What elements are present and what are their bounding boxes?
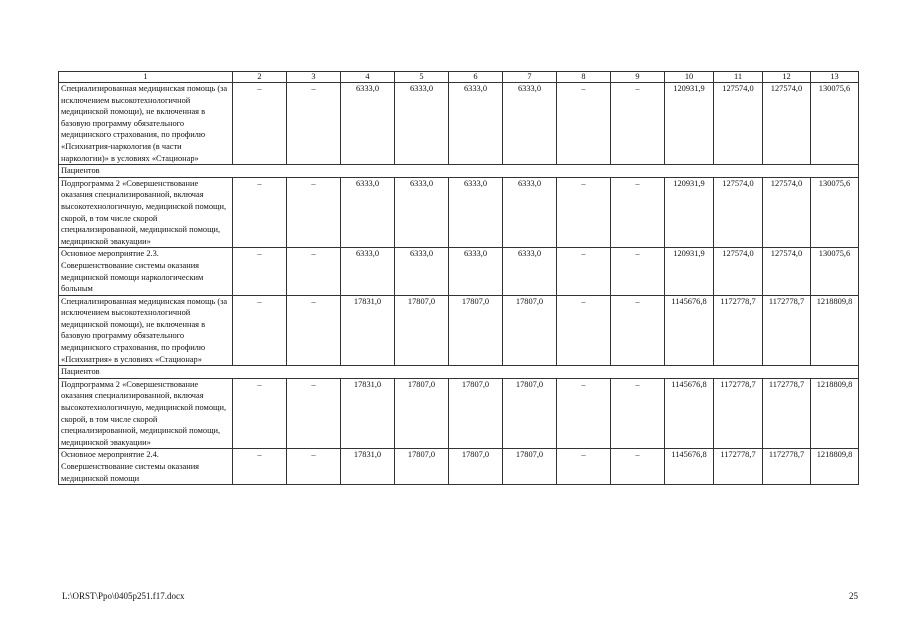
value-cell: 120931,9 — [665, 177, 714, 248]
document-sheet — [58, 71, 858, 485]
unit-label: Пациентов — [59, 165, 859, 178]
value-cell: – — [287, 295, 341, 366]
unit-label: Пациентов — [59, 366, 859, 379]
table-unit-row — [59, 366, 859, 379]
column-header: 8 — [557, 72, 611, 83]
value-cell: – — [611, 295, 665, 366]
value-cell: 1145676,8 — [665, 378, 714, 449]
value-cell: 6333,0 — [449, 177, 503, 248]
value-cell: 127574,0 — [714, 83, 763, 165]
value-cell: – — [233, 449, 287, 485]
value-cell: 6333,0 — [395, 177, 449, 248]
column-header: 1 — [59, 72, 233, 83]
value-cell: – — [557, 177, 611, 248]
column-header: 4 — [341, 72, 395, 83]
value-cell: – — [233, 378, 287, 449]
row-name-cell: Специализированная медицинская помощь (за исключением высокотехнологичной медицинской помощи), не включенная в базовую программу обязательного медицинского страхования, по профилю «Психиатрия» в условиях «Стационар» — [59, 295, 233, 366]
value-cell: 1172778,7 — [714, 295, 763, 366]
value-cell: 6333,0 — [395, 83, 449, 165]
value-cell: 17807,0 — [503, 295, 557, 366]
value-cell: 127574,0 — [763, 248, 811, 295]
value-cell: 17807,0 — [395, 378, 449, 449]
column-header: 5 — [395, 72, 449, 83]
column-header: 9 — [611, 72, 665, 83]
value-cell: 130075,6 — [811, 177, 859, 248]
value-cell: 17807,0 — [395, 449, 449, 485]
value-cell: – — [611, 83, 665, 165]
value-cell: – — [557, 295, 611, 366]
row-name-cell: Основное мероприятие 2.4. Совершенствование системы оказания медицинской помощи — [59, 449, 233, 485]
value-cell: 6333,0 — [395, 248, 449, 295]
value-cell: 127574,0 — [763, 177, 811, 248]
value-cell: 17831,0 — [341, 449, 395, 485]
value-cell: 17807,0 — [449, 295, 503, 366]
value-cell: 17807,0 — [395, 295, 449, 366]
value-cell: 6333,0 — [449, 83, 503, 165]
value-cell: 1172778,7 — [763, 378, 811, 449]
table-row — [59, 177, 859, 248]
value-cell: 17807,0 — [449, 449, 503, 485]
value-cell: 127574,0 — [714, 177, 763, 248]
value-cell: – — [611, 378, 665, 449]
table-row — [59, 378, 859, 449]
value-cell: – — [611, 177, 665, 248]
value-cell: 1218809,8 — [811, 295, 859, 366]
column-header: 12 — [763, 72, 811, 83]
value-cell: – — [287, 378, 341, 449]
value-cell: 6333,0 — [503, 177, 557, 248]
value-cell: 6333,0 — [341, 177, 395, 248]
value-cell: 6333,0 — [503, 248, 557, 295]
value-cell: – — [557, 449, 611, 485]
footer-page-number: 25 — [849, 591, 858, 601]
column-header: 10 — [665, 72, 714, 83]
footer-file-path: L:\ORST\Ppo\0405p251.f17.docx — [62, 591, 185, 601]
value-cell: 1172778,7 — [714, 449, 763, 485]
value-cell: 17807,0 — [503, 378, 557, 449]
table-body — [59, 83, 859, 485]
value-cell: 6333,0 — [341, 248, 395, 295]
value-cell: 120931,9 — [665, 83, 714, 165]
value-cell: 1218809,8 — [811, 378, 859, 449]
value-cell: 127574,0 — [763, 83, 811, 165]
value-cell: 17807,0 — [449, 378, 503, 449]
value-cell: 130075,6 — [811, 248, 859, 295]
value-cell: – — [233, 248, 287, 295]
table-row — [59, 295, 859, 366]
value-cell: – — [233, 177, 287, 248]
value-cell: 120931,9 — [665, 248, 714, 295]
value-cell: – — [287, 248, 341, 295]
value-cell: 17807,0 — [503, 449, 557, 485]
value-cell: 17831,0 — [341, 378, 395, 449]
value-cell: 17831,0 — [341, 295, 395, 366]
column-header: 2 — [233, 72, 287, 83]
column-header: 7 — [503, 72, 557, 83]
value-cell: – — [557, 378, 611, 449]
value-cell: 1172778,7 — [763, 295, 811, 366]
value-cell: 1218809,8 — [811, 449, 859, 485]
row-name-cell: Подпрограмма 2 «Совершенствование оказания специализированной, включая высокотехнологичную, медицинской помощи, скорой, в том числе скорой специализированной, медицинской помощи, медицинской эвакуации» — [59, 177, 233, 248]
column-header: 11 — [714, 72, 763, 83]
value-cell: 1145676,8 — [665, 295, 714, 366]
row-name-cell: Основное мероприятие 2.3. Совершенствование системы оказания медицинской помощи наркологическим больным — [59, 248, 233, 295]
value-cell: 130075,6 — [811, 83, 859, 165]
table-row — [59, 248, 859, 295]
row-name-cell: Специализированная медицинская помощь (за исключением высокотехнологичной медицинской помощи), не включенная в базовую программу обязательного медицинского страхования, по профилю «Психиатрия-наркология (в части наркологии)» в условиях «Стационар» — [59, 83, 233, 165]
value-cell: 6333,0 — [503, 83, 557, 165]
value-cell: – — [557, 248, 611, 295]
value-cell: – — [611, 248, 665, 295]
table-row — [59, 449, 859, 485]
value-cell: 6333,0 — [449, 248, 503, 295]
value-cell: 1172778,7 — [714, 378, 763, 449]
value-cell: – — [557, 83, 611, 165]
table-unit-row — [59, 165, 859, 178]
value-cell: – — [233, 83, 287, 165]
value-cell: – — [611, 449, 665, 485]
value-cell: – — [233, 295, 287, 366]
table-row — [59, 83, 859, 165]
value-cell: 127574,0 — [714, 248, 763, 295]
row-name-cell: Подпрограмма 2 «Совершенствование оказания специализированной, включая высокотехнологичную, медицинской помощи, скорой, в том числе скорой специализированной, медицинской помощи, медицинской эвакуации» — [59, 378, 233, 449]
value-cell: 1145676,8 — [665, 449, 714, 485]
value-cell: 1172778,7 — [763, 449, 811, 485]
data-table — [58, 71, 859, 485]
column-header: 3 — [287, 72, 341, 83]
column-header: 13 — [811, 72, 859, 83]
column-header: 6 — [449, 72, 503, 83]
value-cell: – — [287, 177, 341, 248]
value-cell: – — [287, 449, 341, 485]
value-cell: 6333,0 — [341, 83, 395, 165]
table-header-row — [59, 72, 859, 83]
value-cell: – — [287, 83, 341, 165]
